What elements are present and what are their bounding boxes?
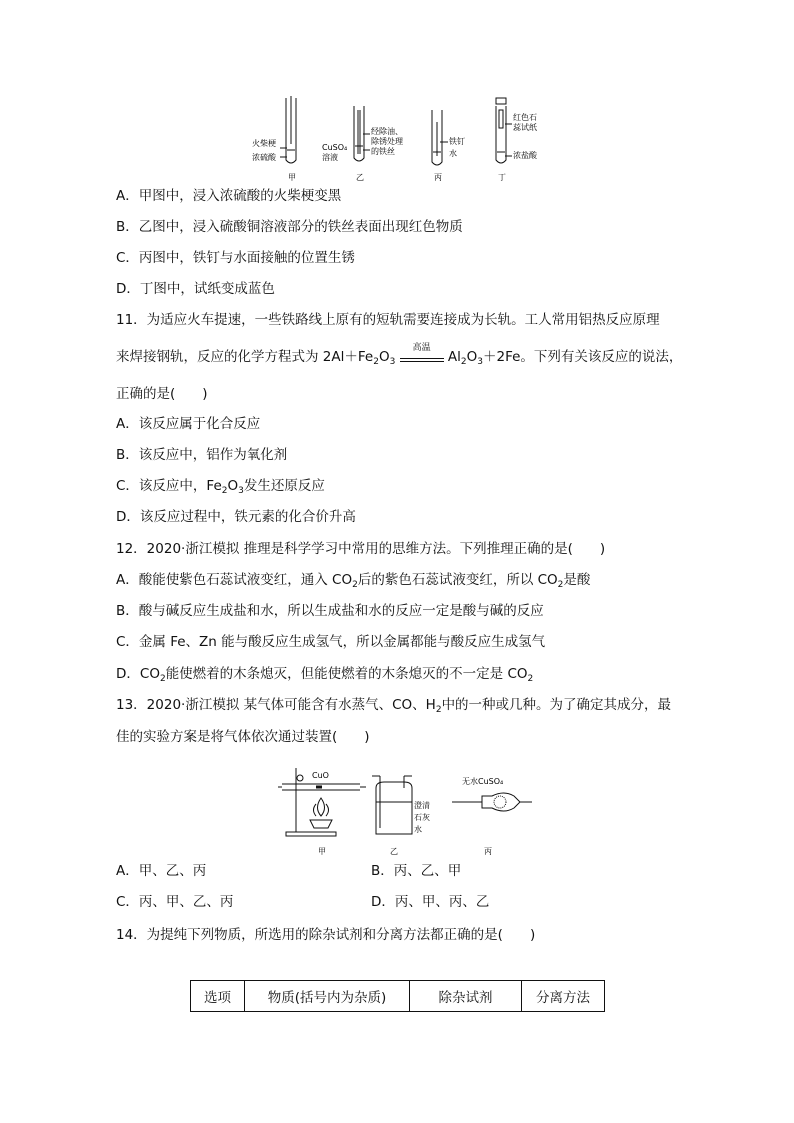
tube-yi [354,106,370,161]
q13-stem-line2: 佳的实验方案是将气体依次通过装置( ) [116,729,370,745]
label-13-bing: 丙 [484,847,492,856]
q11-stem-line1: 11．为适应火车提速，一些铁路线上原有的短轨需要连接成为长轨。工人常用铝热反应原理 [116,312,660,328]
q10-option-d: D．丁图中，试纸变成蓝色 [116,281,275,297]
table-header-method: 分离方法 [522,981,605,1012]
label-ding: 丁 [498,173,506,182]
sub: 2 [527,674,534,684]
label-ding-3: 浓盐酸 [513,151,537,160]
sub: 2 [352,580,358,590]
label-yi-3: 经除油、 [371,127,403,136]
label-bing: 丙 [434,173,442,182]
table-header-reagent: 除杂试剂 [410,981,522,1012]
q11-stem-line3: 正确的是( ) [116,386,208,402]
label-jia-1: 火柴梗 [252,139,276,148]
sub: 2 [460,357,467,367]
q11-equation-o2: O [466,349,478,365]
sub: 3 [238,486,244,496]
label-jia: 甲 [288,173,296,182]
label-lime-2: 石灰 [414,813,430,822]
label-jia-2: 浓硫酸 [252,153,276,162]
table-header-row [191,981,605,1012]
q12-a-mid: 后的紫色石蕊试液变红，所以 CO [357,572,558,588]
q13-option-c: C．丙、甲、乙、丙 [116,894,234,910]
q10-option-c: C．丙图中，铁钉与水面接触的位置生锈 [116,250,355,266]
q13-pre: 13．2020·浙江模拟 某气体可能含有水蒸气、CO、H [116,697,436,713]
q10-figure [250,94,560,184]
tube-bing [432,110,448,165]
table-header-option: 选项 [191,981,245,1012]
apparatus-bing [452,793,532,811]
reaction-condition: 高温 [412,343,431,353]
sub: 2 [557,580,564,590]
q13-figure [276,758,536,860]
q11-equation-product: Al [447,349,461,365]
q14-stem: 14．为提纯下列物质，所选用的除杂试剂和分离方法都正确的是( ) [116,927,536,943]
label-yi-4: 除锈处理 [371,137,403,146]
tube-jia [280,96,296,163]
label-lime-3: 水 [414,825,422,834]
q14-table [190,980,605,1012]
q13-option-d: D．丙、甲、丙、乙 [371,894,490,910]
q11-stem-line2 [116,343,683,367]
sub: 2 [159,674,166,684]
q12-option-a [116,571,590,589]
q11-equation-right: ＋2Fe。下列有关该反应的说法， [483,349,683,365]
sub: 2 [221,486,228,496]
sub: 3 [389,357,396,367]
q13-stem-line1 [116,696,671,714]
q12-option-c: C．金属 Fe、Zn 能与酸反应生成氢气，所以金属都能与酸反应生成氢气 [116,634,546,650]
label-cuso4: 无水CuSO₄ [462,777,504,786]
q12-option-b: B．酸与碱反应生成盐和水，所以生成盐和水的反应一定是酸与碱的反应 [116,603,544,619]
q12-stem: 12．2020·浙江模拟 推理是科学学习中常用的思维方法。下列推理正确的是( ) [116,541,606,557]
sub: 2 [373,357,379,367]
q12-a-pre: A．酸能使紫色石蕊试液变红，通入 CO [116,572,353,588]
label-yi-2: 溶液 [322,153,338,162]
tube-ding [496,98,512,163]
q11-option-b: B．该反应中，铝作为氧化剂 [116,447,288,463]
sub: 2 [435,705,442,715]
q11-option-a: A．该反应属于化合反应 [116,416,261,432]
q11-equation-left: 来焊接钢轨，反应的化学方程式为 2Al＋Fe [116,349,374,365]
label-bing-2: 水 [449,149,457,158]
label-13-yi: 乙 [390,847,398,856]
q11-c-pre: C．该反应中，Fe [116,478,222,494]
label-ding-2: 蕊试纸 [513,123,537,132]
q12-d-pre: D．CO [116,666,160,682]
label-yi-5: 的铁丝 [371,147,395,156]
sub: 3 [477,357,484,367]
q10-option-a: A．甲图中，浸入浓硫酸的火柴梗变黑 [116,188,342,204]
q10-option-b: B．乙图中，浸入硫酸铜溶液部分的铁丝表面出现红色物质 [116,219,463,235]
q11-option-c [116,477,325,495]
label-cuo: CuO [312,771,329,780]
q12-d-mid: 能使燃着的木条熄灭，但能使燃着的木条熄灭的不一定是 CO [165,666,528,682]
apparatus-yi [372,776,412,834]
label-lime-1: 澄清 [414,801,430,810]
q12-a-post: 是酸 [563,572,591,588]
label-13-jia: 甲 [318,847,326,856]
q11-c-mid: O [227,478,239,494]
q11-c-post: 发生还原反应 [243,478,325,494]
reaction-arrow [400,343,444,362]
q11-equation-o: O [378,349,390,365]
label-yi: 乙 [356,173,364,182]
q13-option-b: B．丙、乙、甲 [371,863,462,879]
label-yi-1: CuSO₄ [322,143,348,152]
q13-post: 中的一种或几种。为了确定其成分，最 [441,697,672,713]
q13-option-a: A．甲、乙、丙 [116,863,207,879]
label-ding-1: 红色石 [513,113,537,122]
table-header-substance: 物质(括号内为杂质) [245,981,410,1012]
q11-option-d: D．该反应过程中，铁元素的化合价升高 [116,509,356,525]
q12-option-d [116,665,533,683]
label-bing-1: 铁钉 [449,137,465,146]
